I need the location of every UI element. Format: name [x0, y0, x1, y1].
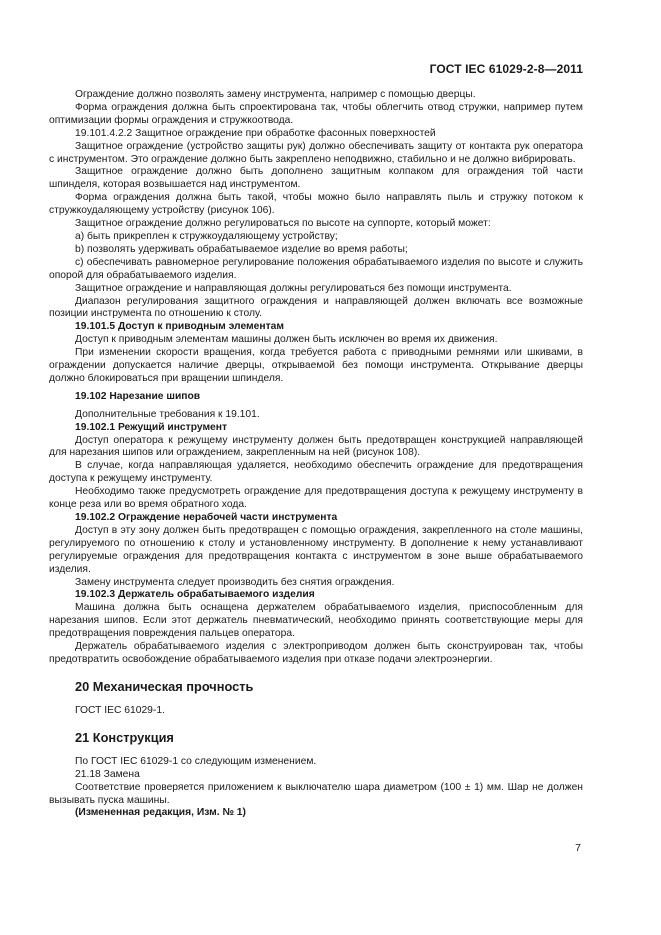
paragraph: Ограждение должно позволять замену инструмента, например с помощью дверцы. — [75, 89, 476, 100]
paragraph: При изменении скорости вращения, когда требуется работа с приводными ремнями или шкивами, в ограждении допускается наличие дверцы, открываемой без помощи инструмента. Открывание дверцы должно блокироваться при вращении шпинделя. — [49, 347, 583, 384]
amendment-note: (Измененная редакция, Изм. № 1) — [75, 807, 246, 819]
clause-heading: 19.102 Нарезание шипов — [75, 390, 201, 402]
page-number: 7 — [575, 842, 581, 854]
clause-heading: 19.102.2 Ограждение нерабочей части инструмента — [75, 512, 338, 523]
paragraph: Защитное ограждение должно быть дополнено защитным колпаком для ограждения той части шпинделя, которая возвышается над инструментом. — [49, 166, 583, 191]
paragraph: Дополнительные требования к 19.101. — [75, 408, 260, 420]
paragraph: Защитное ограждение (устройство защиты рук) должно обеспечивать защиту от контакта рук оператора с инструментом. Это ограждение должно быть закреплено неподвижно, стабильно и не должно вибрировать. — [49, 140, 583, 165]
paragraph: В случае, когда направляющая удаляется, необходимо обеспечить ограждение для предотвращения доступа к режущему инструменту. — [49, 460, 583, 485]
paragraph: Форма ограждения должна быть такой, чтобы можно было направлять пыль и стружку потоком к стружкоудаляющему устройству (рисунок 106). — [49, 192, 583, 217]
section-title-21: 21 Конструкция — [75, 729, 174, 745]
paragraph: Защитное ограждение и направляющая должны регулироваться без помощи инструмента. — [75, 282, 512, 294]
clause-heading: 19.101.5 Доступ к приводным элементам — [75, 321, 284, 333]
clause-heading: 19.102.3 Держатель обрабатываемого изделия — [75, 589, 315, 601]
document-body — [49, 89, 583, 820]
clause-heading: 21.18 Замена — [75, 768, 140, 780]
paragraph: Форма ограждения должна быть спроектирована так, чтобы облегчить отвод стружки, например путем оптимизации формы ограждения и стружкоотвода. — [49, 101, 583, 126]
paragraph: Доступ в эту зону должен быть предотвращен с помощью ограждения, закрепленного на столе машины, регулируемого по отношению к столу и установленному инструменту. В дополнение к нему устанавливают регулируемые ограждения для предотвращения контакта с инструментом в зоне выше обрабатываемого изделия. — [49, 524, 583, 575]
paragraph: Машина должна быть оснащена держателем обрабатываемого изделия, приспособленным для нарезания шипов. Если этот держатель пневматический, необходимо принять соответствующие меры для предотвращения повреждения пальцев оператора. — [49, 602, 583, 640]
list-item: а) быть прикреплен к стружкоудаляющему устройству; — [75, 230, 338, 242]
paragraph: Диапазон регулирования защитного ограждения и направляющей должен включать все возможные позиции инструмента по отношению к столу. — [49, 295, 583, 320]
paragraph: Необходимо также предусмотреть ограждение для предотвращения доступа к режущему инструменту в конце реза или во время обратного хода. — [49, 486, 583, 511]
paragraph: Держатель обрабатываемого изделия с электроприводом должен быть сконструирован так, чтобы предотвратить освобождение обрабатываемого изделия при отказе подачи электроэнергии. — [49, 641, 583, 665]
paragraph: Соответствие проверяется приложением к выключателю шара диаметром (100 ± 1) мм. Шар не должен вызывать пуска машины. — [49, 781, 583, 806]
paragraph: ГОСТ IEC 61029-1. — [75, 704, 165, 716]
section-title-20: 20 Механическая прочность — [75, 678, 254, 694]
list-item: c) обеспечивать равномерное регулирование положения обрабатываемого изделия по высоте и служить опорой для обрабатываемого изделия. — [49, 256, 583, 281]
paragraph: Замену инструмента следует производить без снятия ограждения. — [75, 576, 395, 588]
paragraph: Защитное ограждение должно регулироваться по высоте на суппорте, который может: — [75, 218, 491, 230]
paragraph: По ГОСТ IEC 61029-1 со следующим изменением. — [75, 755, 317, 767]
clause-heading: 19.101.4.2.2 Защитное ограждение при обработке фасонных поверхностей — [75, 127, 436, 139]
paragraph: Доступ к приводным элементам машины должен быть исключен во время их движения. — [75, 334, 498, 346]
paragraph: Доступ оператора к режущему инструменту должен быть предотвращен конструкцией направляющей для нарезания шипов или ограждением, закрепленным на ней (рисунок 108). — [49, 434, 583, 459]
standard-header: ГОСТ IEC 61029-2-8—2011 — [429, 62, 583, 76]
list-item: b) позволять удерживать обрабатываемое изделие во время работы; — [75, 243, 408, 255]
clause-heading: 19.102.1 Режущий инструмент — [75, 421, 228, 433]
